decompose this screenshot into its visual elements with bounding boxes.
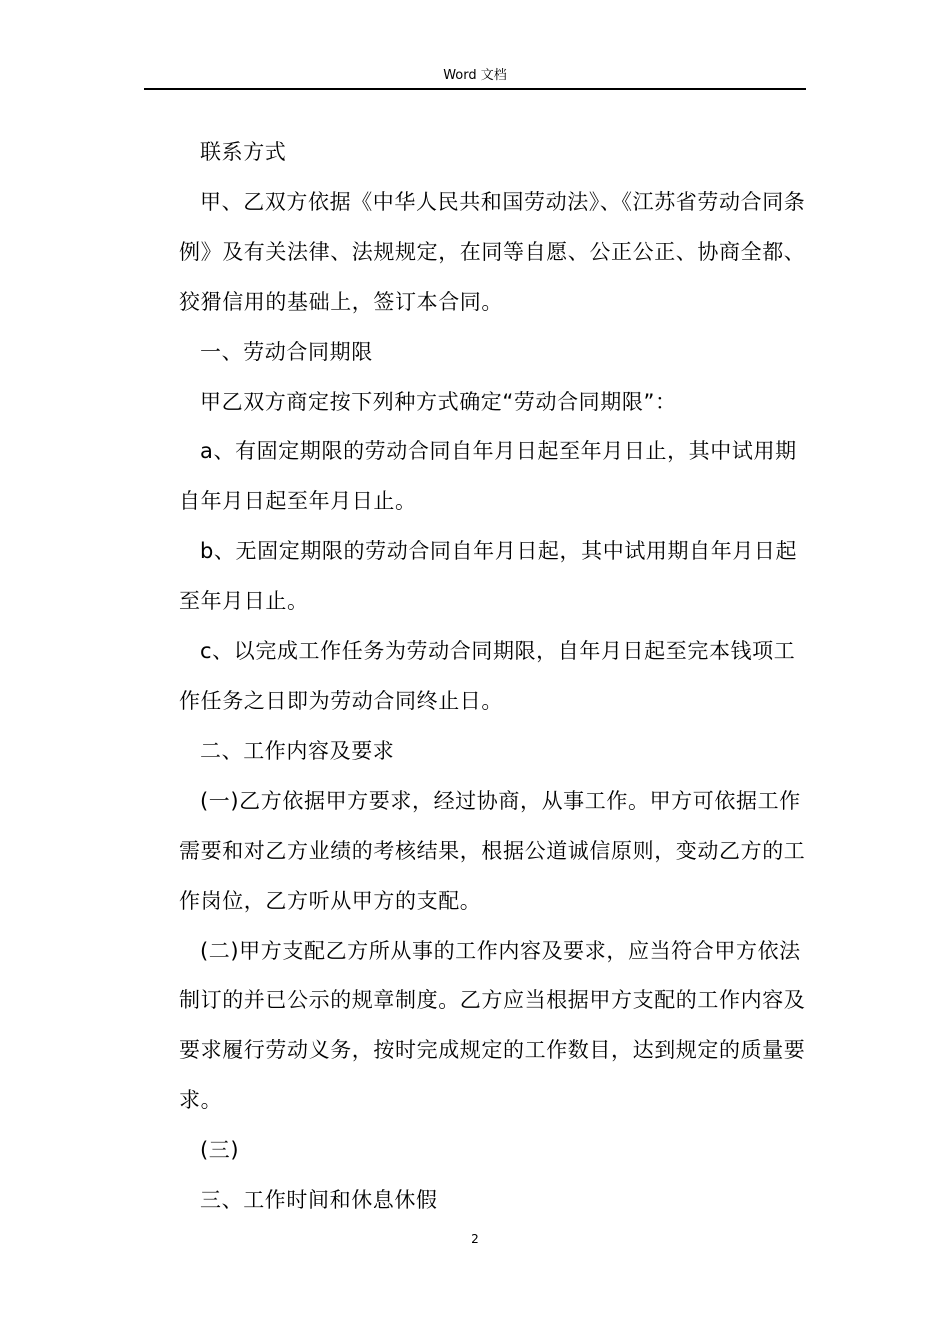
page-number: 2 xyxy=(471,1232,479,1246)
paragraph-term-c: c、以完成工作任务为劳动合同期限，自年月日起至完本钱项工作任务之日即为劳动合同终止日。 xyxy=(179,639,796,713)
paragraph-term-a: a、有固定期限的劳动合同自年月日起至年月日止，其中试用期自年月日起至年月日止。 xyxy=(179,439,797,514)
paragraph-preamble: 甲、乙双方依据《中华人民共和国劳动法》、《江苏省劳动合同条例》及有关法律、法规规定，在同等自愿、公正公正、协商全都、狡猾信用的基础上，签订本合同。 xyxy=(179,189,806,314)
paragraph-contact: 联系方式 xyxy=(200,140,287,164)
page-header xyxy=(144,66,806,90)
paragraph-term-b: b、无固定期限的劳动合同自年月日起，其中试用期自年月日起至年月日止。 xyxy=(179,539,798,614)
section-heading-working-hours: 三、工作时间和休息休假 xyxy=(200,1188,438,1213)
header-title: Word 文档 xyxy=(443,68,507,83)
paragraph-work-1: (一)乙方依据甲方要求，经过协商，从事工作。甲方可依据工作需要和对乙方业绩的考核结果，根据公道诚信原则，变动乙方的工作岗位，乙方听从甲方的支配。 xyxy=(179,788,806,913)
document-body xyxy=(179,128,809,1226)
section-heading-contract-term: 一、劳动合同期限 xyxy=(200,339,373,364)
paragraph-work-3: (三) xyxy=(200,1138,240,1163)
paragraph-term-method: 甲乙双方商定按下列种方式确定“劳动合同期限”： xyxy=(200,389,677,414)
paragraph-work-2: (二)甲方支配乙方所从事的工作内容及要求，应当符合甲方依法制订的并已公示的规章制度。乙方应当根据甲方支配的工作内容及要求履行劳动义务，按时完成规定的工作数目，达到规定的质量要求。 xyxy=(179,938,806,1113)
section-heading-work-content: 二、工作内容及要求 xyxy=(200,738,395,763)
